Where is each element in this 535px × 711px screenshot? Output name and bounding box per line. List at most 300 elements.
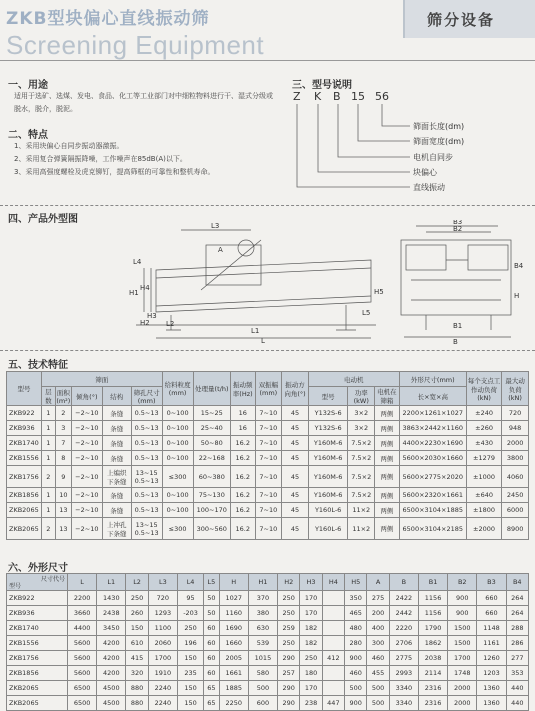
- dim-label: H2: [140, 319, 150, 327]
- spec-cell: 7.5×2: [348, 436, 375, 451]
- spec-cell: 两侧: [375, 518, 400, 540]
- spec-cell: 50~80: [193, 436, 230, 451]
- spec-cell: 15~25: [193, 406, 230, 421]
- spec-col-header: 最大动负荷(kN): [502, 372, 529, 406]
- dims-table: [6, 573, 529, 711]
- spec-cell: 300~560: [193, 518, 230, 540]
- dims-col-header: L2: [126, 574, 148, 591]
- dim-label: L4: [133, 258, 142, 266]
- spec-cell: 0~100: [162, 451, 193, 466]
- dims-cell: 2060: [148, 636, 177, 651]
- spec-cell: ZKB1740: [7, 436, 42, 451]
- spec-cell: ≤300: [162, 518, 193, 540]
- category-label: 筛分设备: [427, 11, 496, 29]
- dim-label: L2: [166, 320, 175, 328]
- dims-corner-top: 尺寸代号: [40, 576, 65, 583]
- dims-cell: 1700: [148, 651, 177, 666]
- dims-cell: 150: [126, 621, 148, 636]
- spec-col-header: 给料粒度(mm): [162, 372, 193, 406]
- dims-cell: 880: [126, 681, 148, 696]
- spec-cell: 两侧: [375, 436, 400, 451]
- spec-subheader: 筛孔尺寸(mm): [131, 387, 162, 406]
- spec-cell: 7~10: [255, 406, 282, 421]
- dims-col-header: L4: [177, 574, 203, 591]
- model-char: K: [314, 90, 322, 103]
- dims-cell: 380: [248, 606, 277, 621]
- model-char: B: [333, 90, 341, 103]
- dims-cell: 1862: [418, 636, 447, 651]
- dims-cell: [322, 606, 344, 621]
- spec-cell: ZKB2065: [7, 518, 42, 540]
- dims-cell: 353: [506, 666, 528, 681]
- spec-cell: 45: [282, 488, 309, 503]
- dims-cell: 1161: [477, 636, 506, 651]
- dims-cell: 1360: [477, 696, 506, 711]
- dims-cell: 200: [367, 606, 389, 621]
- dims-col-header: H4: [322, 574, 344, 591]
- category-tab: [403, 0, 535, 38]
- spec-cell: 16.2: [230, 488, 255, 503]
- spec-cell: 2200×1261×1027: [399, 406, 466, 421]
- dims-cell: 182: [300, 636, 322, 651]
- dims-cell: 4200: [97, 666, 126, 681]
- dims-cell: 3660: [68, 606, 97, 621]
- spec-cell: 7~10: [255, 503, 282, 518]
- spec-cell: 75~130: [193, 488, 230, 503]
- model-legend-item: 电机自同步: [413, 153, 453, 162]
- spec-cell: 1: [41, 406, 55, 421]
- spec-cell: 7.5×2: [348, 451, 375, 466]
- dims-cell: 2114: [418, 666, 447, 681]
- dims-cell: 880: [126, 696, 148, 711]
- spec-cell: −2~10: [71, 436, 102, 451]
- spec-cell: 7~10: [255, 451, 282, 466]
- spec-cell: Y160M-6: [308, 488, 348, 503]
- spec-cell: 条缝: [102, 436, 131, 451]
- spec-cell: 6500×3104×2185: [399, 518, 466, 540]
- spec-cell: 2: [55, 406, 71, 421]
- spec-cell: 0.5~13: [131, 406, 162, 421]
- spec-cell: ±1000: [466, 466, 501, 488]
- dims-cell: ZKB1756: [7, 651, 68, 666]
- dims-cell: 1260: [477, 651, 506, 666]
- spec-cell: ZKB936: [7, 421, 42, 436]
- dims-cell: 412: [322, 651, 344, 666]
- page-title: ZKB型块偏心直线振动筛: [6, 9, 210, 29]
- spec-cell: 7~10: [255, 488, 282, 503]
- dims-cell: 1885: [219, 681, 248, 696]
- spec-cell: 3800: [502, 451, 529, 466]
- dims-cell: 447: [322, 696, 344, 711]
- spec-cell: 0~100: [162, 406, 193, 421]
- dims-cell: 238: [300, 696, 322, 711]
- dims-cell: 1360: [477, 681, 506, 696]
- spec-cell: ZKB1856: [7, 488, 42, 503]
- spec-cell: 0.5~13: [131, 503, 162, 518]
- dim-label: B3: [453, 220, 463, 226]
- spec-col-header: 电动机: [308, 372, 399, 387]
- dims-row: [7, 636, 529, 651]
- spec-cell: 10: [55, 488, 71, 503]
- dim-label: B4: [514, 262, 524, 270]
- spec-cell: 0~100: [162, 421, 193, 436]
- spec-row: [7, 466, 529, 488]
- dims-cell: 1500: [448, 636, 477, 651]
- dims-cell: 900: [345, 651, 367, 666]
- spec-cell: 4060: [502, 466, 529, 488]
- spec-cell: 条缝: [102, 503, 131, 518]
- spec-cell: 7.5×2: [348, 488, 375, 503]
- dims-col-header: H1: [248, 574, 277, 591]
- dims-cell: [322, 621, 344, 636]
- spec-cell: 45: [282, 503, 309, 518]
- dims-corner-cell: [7, 574, 68, 591]
- dims-cell: 3340: [389, 681, 418, 696]
- dims-cell: 500: [345, 681, 367, 696]
- dims-body: [7, 591, 529, 711]
- dims-cell: 4200: [97, 636, 126, 651]
- dims-col-header: H5: [345, 574, 367, 591]
- dims-cell: 60: [204, 636, 219, 651]
- dims-cell: 2240: [148, 681, 177, 696]
- dims-cell: 630: [248, 621, 277, 636]
- dims-cell: 290: [278, 696, 300, 711]
- spec-cell: 7.5×2: [348, 466, 375, 488]
- dims-cell: 196: [177, 636, 203, 651]
- dims-cell: 50: [204, 606, 219, 621]
- spec-cell: 上冲孔 下条缝: [102, 518, 131, 540]
- dims-cell: 280: [345, 636, 367, 651]
- spec-cell: 两侧: [375, 451, 400, 466]
- dims-cell: 900: [448, 606, 477, 621]
- dims-cell: 5600: [68, 651, 97, 666]
- dims-cell: 539: [248, 636, 277, 651]
- model-char: Z: [293, 90, 301, 103]
- dim-label: H1: [129, 289, 139, 297]
- spec-cell: 3863×2442×1160: [399, 421, 466, 436]
- dims-cell: 2038: [418, 651, 447, 666]
- dims-cell: 1661: [219, 666, 248, 681]
- spec-cell: 7: [55, 436, 71, 451]
- dims-cell: 288: [506, 621, 528, 636]
- spec-cell: 1: [41, 421, 55, 436]
- dims-cell: -203: [177, 606, 203, 621]
- dims-cell: 150: [177, 696, 203, 711]
- dims-cell: 4200: [97, 651, 126, 666]
- dims-cell: ZKB1856: [7, 666, 68, 681]
- dims-cell: 1500: [448, 621, 477, 636]
- spec-cell: 0.5~13: [131, 451, 162, 466]
- dims-cell: 2005: [219, 651, 248, 666]
- dims-cell: 182: [300, 621, 322, 636]
- dims-cell: 1203: [477, 666, 506, 681]
- spec-cell: 0~100: [162, 503, 193, 518]
- dims-cell: 660: [477, 591, 506, 606]
- dims-cell: 170: [300, 606, 322, 621]
- dims-cell: 60: [204, 666, 219, 681]
- spec-cell: 16.2: [230, 436, 255, 451]
- dims-cell: [322, 681, 344, 696]
- spec-body: [7, 406, 529, 540]
- model-char: 56: [375, 90, 389, 103]
- spec-cell: −2~10: [71, 503, 102, 518]
- dims-corner-bottom: 型号: [9, 583, 22, 590]
- dims-cell: 415: [126, 651, 148, 666]
- dims-col-header: L3: [148, 574, 177, 591]
- dims-row: [7, 606, 529, 621]
- dims-cell: 264: [506, 591, 528, 606]
- dims-row: [7, 621, 529, 636]
- spec-cell: 8900: [502, 518, 529, 540]
- dims-col-header: A: [367, 574, 389, 591]
- spec-row: [7, 488, 529, 503]
- section-dims-heading: 六、外形尺寸: [8, 563, 68, 574]
- spec-cell: 两侧: [375, 503, 400, 518]
- spec-cell: 上编织 下条缝: [102, 466, 131, 488]
- spec-cell: −2~10: [71, 466, 102, 488]
- dims-cell: ZKB2065: [7, 696, 68, 711]
- dims-cell: 2993: [389, 666, 418, 681]
- dims-header-row: [7, 574, 529, 591]
- spec-cell: −2~10: [71, 518, 102, 540]
- dim-label: B1: [453, 322, 463, 330]
- spec-cell: ±1279: [466, 451, 501, 466]
- dims-cell: 95: [177, 591, 203, 606]
- dims-cell: 257: [278, 666, 300, 681]
- dims-cell: 350: [345, 591, 367, 606]
- spec-cell: Y160M-6: [308, 466, 348, 488]
- spec-cell: 13~15 0.5~13: [131, 518, 162, 540]
- spec-cell: 720: [502, 406, 529, 421]
- dim-label: L5: [362, 309, 371, 317]
- spec-cell: 2: [41, 466, 55, 488]
- spec-cell: 3×2: [348, 406, 375, 421]
- dims-cell: ZKB936: [7, 606, 68, 621]
- dims-cell: 2438: [97, 606, 126, 621]
- dims-cell: 259: [278, 621, 300, 636]
- spec-subheader: 层数: [41, 387, 55, 406]
- spec-row: [7, 436, 529, 451]
- dims-cell: 400: [367, 621, 389, 636]
- spec-cell: 1: [41, 436, 55, 451]
- spec-cell: 0~100: [162, 488, 193, 503]
- dims-cell: 150: [177, 681, 203, 696]
- model-code-diagram: [285, 86, 525, 201]
- dims-col-header: L5: [204, 574, 219, 591]
- spec-cell: −2~10: [71, 488, 102, 503]
- dims-cell: 286: [506, 636, 528, 651]
- dims-cell: 170: [300, 591, 322, 606]
- spec-cell: 7~10: [255, 466, 282, 488]
- spec-cell: 3×2: [348, 421, 375, 436]
- page-subtitle: Screening Equipment: [6, 30, 265, 60]
- dims-cell: 1015: [248, 651, 277, 666]
- spec-cell: 7~10: [255, 421, 282, 436]
- spec-cell: 2000: [502, 436, 529, 451]
- spec-col-header: 型号: [7, 372, 42, 406]
- dims-cell: 465: [345, 606, 367, 621]
- dims-cell: 440: [506, 681, 528, 696]
- feature-item: 3、采用高强度螺栓及虎克铆钉，提高筛框的可靠性和整机寿命。: [14, 168, 215, 176]
- section-usage-heading: 一、用途: [8, 80, 48, 91]
- spec-cell: 16: [230, 406, 255, 421]
- spec-cell: 0~100: [162, 436, 193, 451]
- dim-label: B: [453, 338, 458, 345]
- spec-cell: 45: [282, 518, 309, 540]
- dims-cell: 50: [204, 591, 219, 606]
- spec-col-header: 振动频率(Hz): [230, 372, 255, 406]
- spec-cell: ZKB1756: [7, 466, 42, 488]
- dims-cell: 4400: [68, 621, 97, 636]
- dims-cell: 264: [506, 606, 528, 621]
- spec-cell: 2450: [502, 488, 529, 503]
- product-outline-drawing: [6, 220, 530, 345]
- dims-cell: 250: [126, 591, 148, 606]
- dims-cell: 720: [148, 591, 177, 606]
- dims-cell: 370: [248, 591, 277, 606]
- spec-cell: Y132S-6: [308, 406, 348, 421]
- spec-cell: 两侧: [375, 406, 400, 421]
- spec-cell: 两侧: [375, 466, 400, 488]
- dims-cell: ZKB2065: [7, 681, 68, 696]
- spec-cell: 11×2: [348, 518, 375, 540]
- spec-cell: 16.2: [230, 503, 255, 518]
- model-char: 15: [351, 90, 365, 103]
- spec-subheader: 结构: [102, 387, 131, 406]
- dims-cell: 660: [477, 606, 506, 621]
- spec-cell: 45: [282, 466, 309, 488]
- spec-cell: 0.5~13: [131, 488, 162, 503]
- dims-cell: 3340: [389, 696, 418, 711]
- dims-cell: 1100: [148, 621, 177, 636]
- dims-cell: 1293: [148, 606, 177, 621]
- spec-cell: 7~10: [255, 518, 282, 540]
- spec-cell: ZKB2065: [7, 503, 42, 518]
- dims-cell: 610: [126, 636, 148, 651]
- dims-col-header: B1: [418, 574, 447, 591]
- dims-cell: 1690: [219, 621, 248, 636]
- dims-cell: 6500: [68, 696, 97, 711]
- spec-cell: 13: [55, 503, 71, 518]
- spec-cell: ±640: [466, 488, 501, 503]
- spec-cell: 9: [55, 466, 71, 488]
- spec-cell: 条缝: [102, 451, 131, 466]
- spec-cell: 22~168: [193, 451, 230, 466]
- dims-cell: ZKB922: [7, 591, 68, 606]
- spec-cell: Y160M-6: [308, 451, 348, 466]
- spec-row: [7, 451, 529, 466]
- spec-col-header: 振动方向角(°): [282, 372, 309, 406]
- dims-col-header: L: [68, 574, 97, 591]
- spec-cell: 8: [55, 451, 71, 466]
- spec-cell: 25~40: [193, 421, 230, 436]
- dims-cell: 2220: [389, 621, 418, 636]
- dims-cell: 6500: [68, 681, 97, 696]
- spec-cell: Y160L-6: [308, 518, 348, 540]
- dims-cell: 250: [278, 591, 300, 606]
- spec-row: [7, 503, 529, 518]
- dims-cell: 500: [367, 696, 389, 711]
- spec-subheader: 功率(kW): [348, 387, 375, 406]
- dims-cell: 2706: [389, 636, 418, 651]
- spec-cell: 两侧: [375, 421, 400, 436]
- spec-cell: 5600×2030×1660: [399, 451, 466, 466]
- spec-cell: 13: [55, 518, 71, 540]
- dims-cell: 250: [300, 651, 322, 666]
- spec-cell: 7~10: [255, 436, 282, 451]
- spec-cell: 45: [282, 421, 309, 436]
- dims-row: [7, 681, 529, 696]
- dims-cell: 1790: [418, 621, 447, 636]
- dims-col-header: B3: [477, 574, 506, 591]
- dims-row: [7, 591, 529, 606]
- dims-cell: 500: [248, 681, 277, 696]
- spec-cell: 两侧: [375, 488, 400, 503]
- spec-cell: 条缝: [102, 406, 131, 421]
- dims-cell: 250: [278, 606, 300, 621]
- spec-subheader: 型号: [308, 387, 348, 406]
- dims-cell: 1156: [418, 606, 447, 621]
- dims-cell: 1748: [448, 666, 477, 681]
- spec-table: [6, 371, 529, 540]
- spec-row: [7, 421, 529, 436]
- dim-label: A: [218, 246, 223, 254]
- spec-cell: Y160M-6: [308, 436, 348, 451]
- spec-col-header: 筛面: [41, 372, 162, 387]
- dims-cell: ZKB1556: [7, 636, 68, 651]
- dims-row: [7, 651, 529, 666]
- spec-cell: 4400×2230×1690: [399, 436, 466, 451]
- dims-cell: 900: [345, 696, 367, 711]
- dims-cell: 170: [300, 681, 322, 696]
- spec-cell: ±240: [466, 406, 501, 421]
- dim-label: B2: [453, 225, 463, 233]
- dims-cell: 60: [204, 651, 219, 666]
- dims-cell: 260: [126, 606, 148, 621]
- spec-col-header: 双振幅(mm): [255, 372, 282, 406]
- section-divider: [0, 205, 535, 206]
- spec-cell: 16.2: [230, 466, 255, 488]
- spec-cell: 45: [282, 436, 309, 451]
- dims-cell: 460: [367, 651, 389, 666]
- dims-cell: 1700: [448, 651, 477, 666]
- spec-row: [7, 406, 529, 421]
- spec-cell: 1: [41, 503, 55, 518]
- dims-cell: 4500: [97, 696, 126, 711]
- dim-label: L1: [251, 327, 260, 335]
- dims-cell: 2316: [418, 696, 447, 711]
- spec-row: [7, 518, 529, 540]
- spec-cell: 6000: [502, 503, 529, 518]
- spec-cell: 0.5~13: [131, 421, 162, 436]
- spec-cell: 16.2: [230, 518, 255, 540]
- dims-row: [7, 666, 529, 681]
- spec-cell: −2~10: [71, 406, 102, 421]
- spec-cell: 948: [502, 421, 529, 436]
- dims-col-header: B4: [506, 574, 528, 591]
- spec-cell: 1: [41, 488, 55, 503]
- spec-cell: 45: [282, 451, 309, 466]
- dims-cell: 600: [248, 696, 277, 711]
- dims-cell: 480: [345, 621, 367, 636]
- spec-cell: 16.2: [230, 451, 255, 466]
- dims-col-header: B2: [448, 574, 477, 591]
- spec-cell: ±1800: [466, 503, 501, 518]
- dims-cell: 2422: [389, 591, 418, 606]
- section-spec-heading: 五、技术特征: [8, 360, 68, 371]
- spec-cell: Y132S-6: [308, 421, 348, 436]
- dims-row: [7, 696, 529, 711]
